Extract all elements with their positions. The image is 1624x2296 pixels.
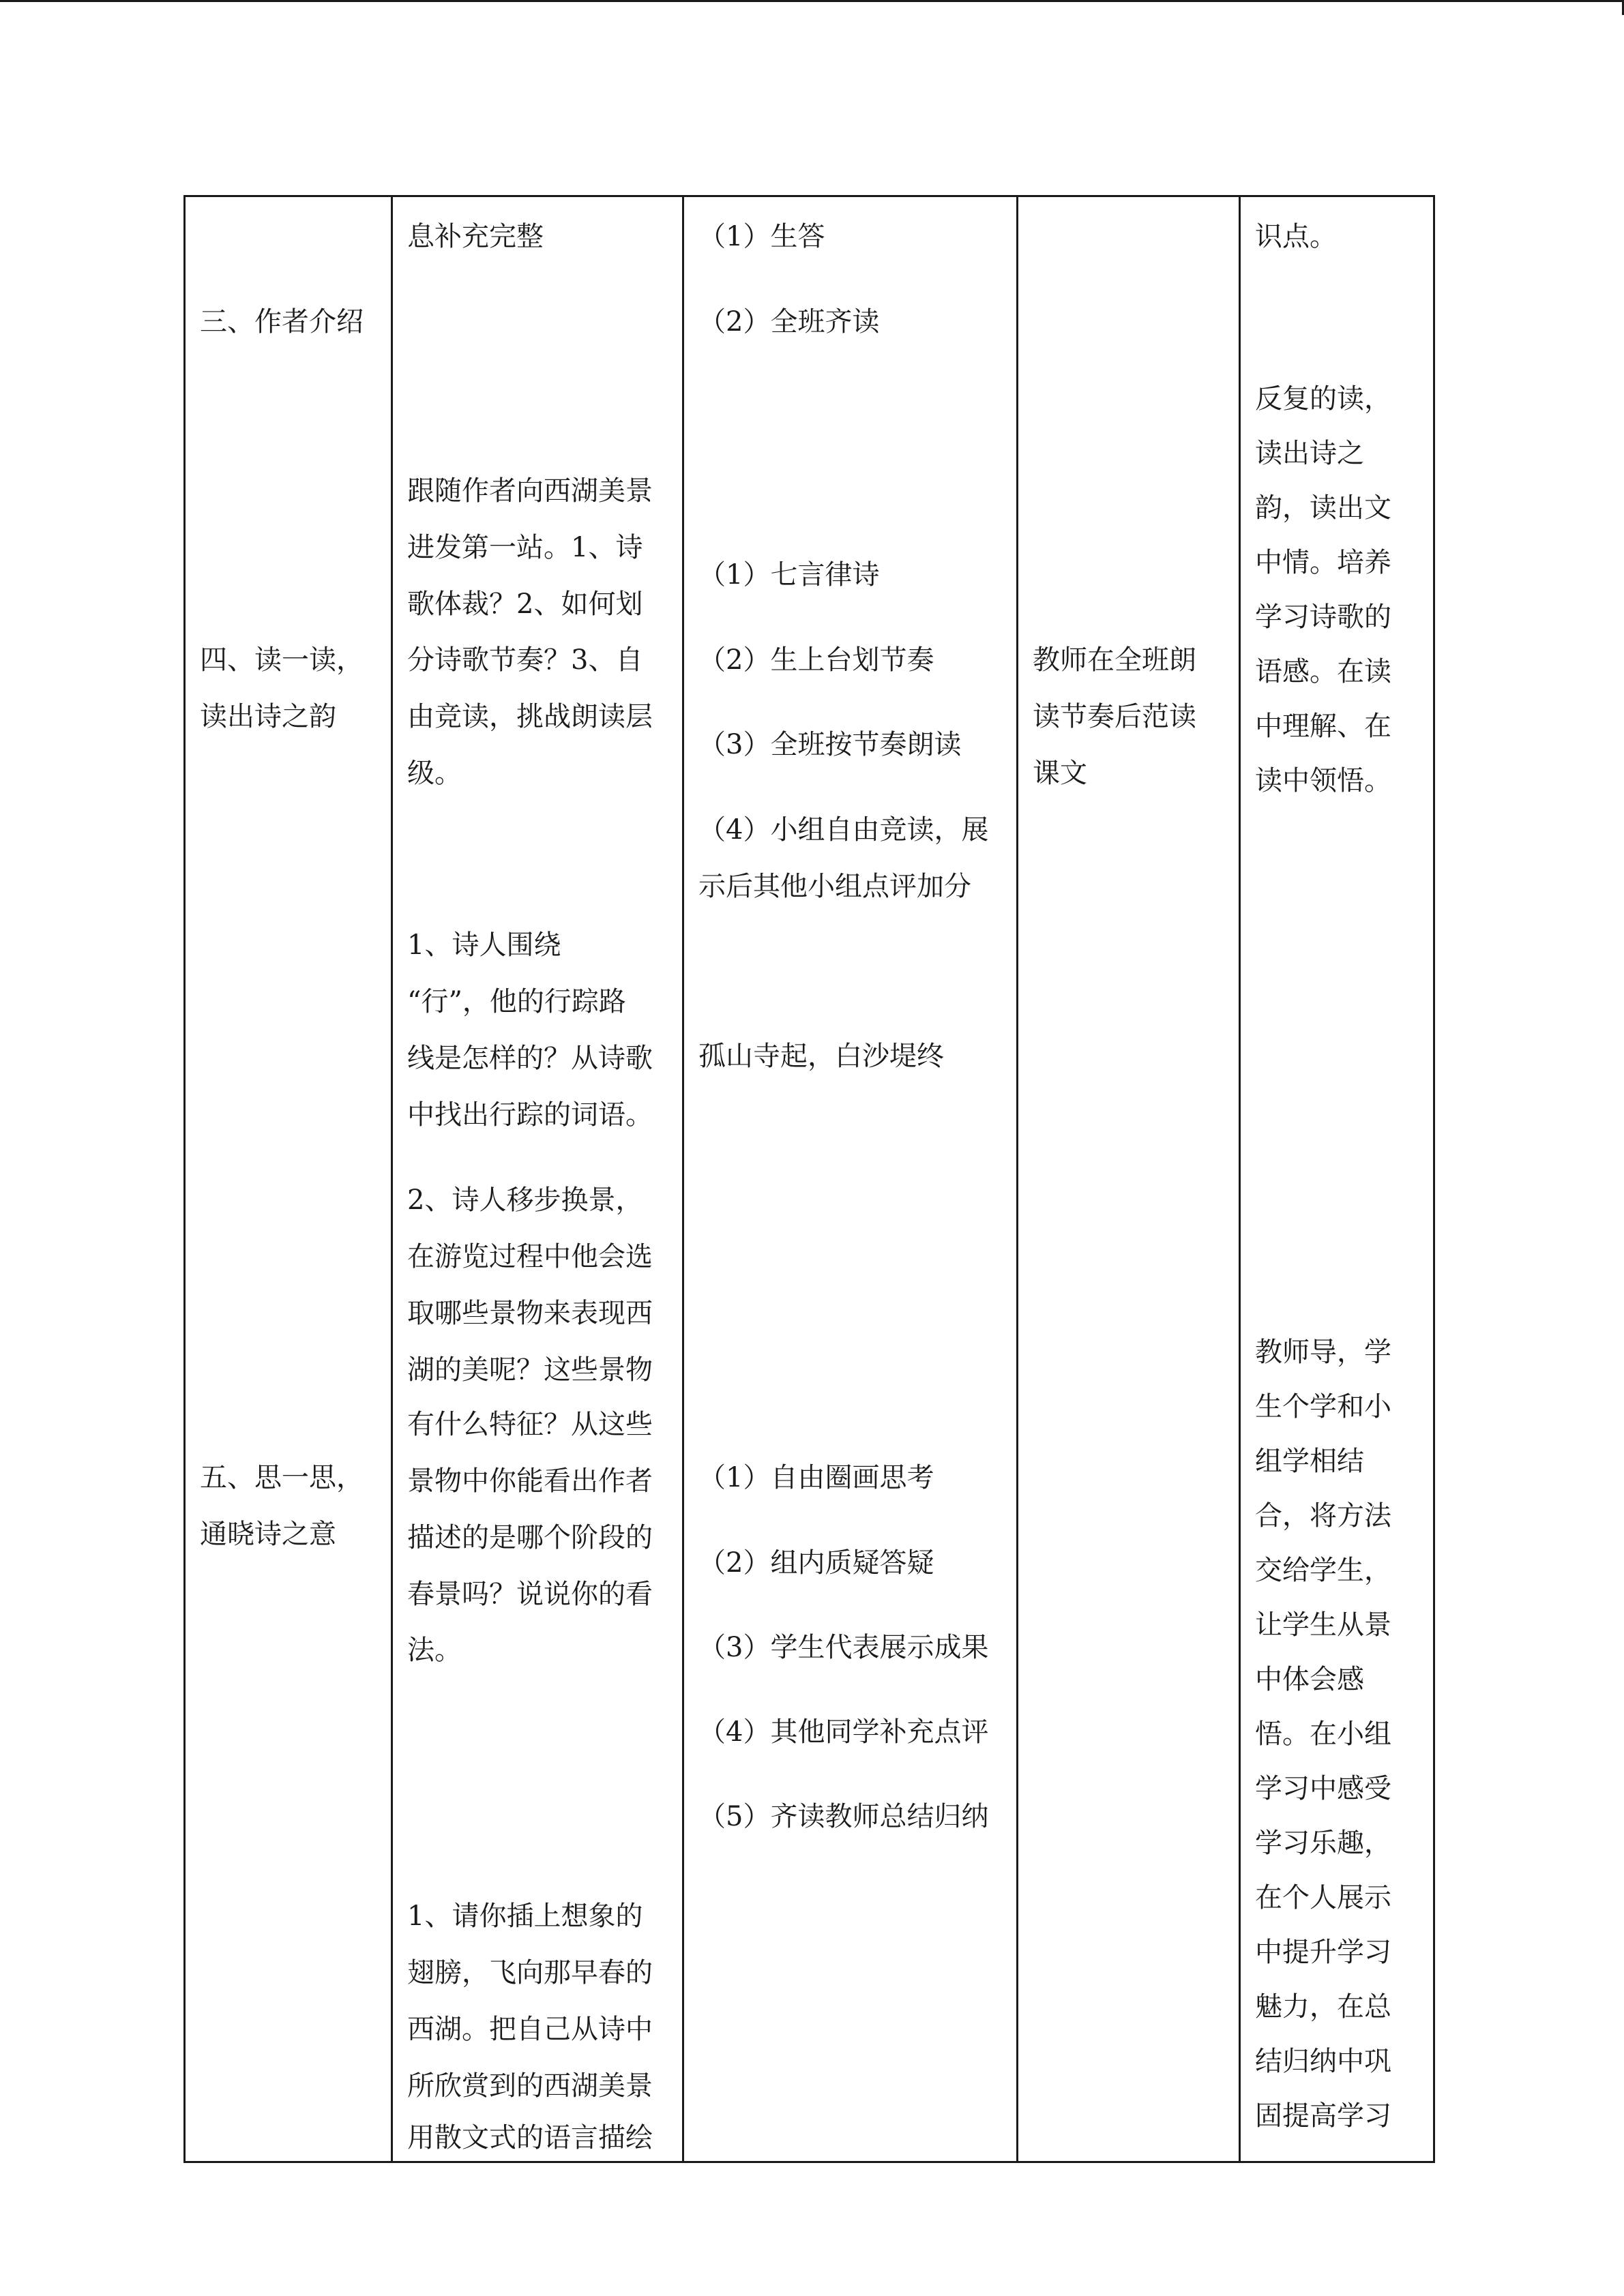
teacher-activity-line: 中找出行踪的词语。 bbox=[407, 1099, 653, 1131]
teacher-activity-line: 在游览过程中他会选 bbox=[407, 1241, 653, 1272]
design-intent-line: 魅力，在总 bbox=[1255, 1991, 1391, 2023]
teacher-activity-line: 有什么特征？从这些 bbox=[407, 1409, 653, 1440]
page-top-border bbox=[0, 0, 1624, 2]
teacher-activity-line: 2、诗人移步换景， bbox=[407, 1184, 643, 1216]
design-intent-line: 学习乐趣， bbox=[1255, 1828, 1391, 1859]
teacher-activity-line: 1、请你插上想象的 bbox=[407, 1900, 643, 1932]
student-activity-line: （2）全班齐读 bbox=[698, 306, 880, 338]
design-intent-line: 读中领悟。 bbox=[1255, 765, 1391, 796]
design-intent-line: 让学生从景 bbox=[1255, 1609, 1391, 1641]
design-intent-line: 读出诗之 bbox=[1255, 438, 1364, 469]
design-intent-line: 交给学生， bbox=[1255, 1555, 1391, 1586]
column-divider-1 bbox=[391, 195, 393, 2163]
teacher-activity-line: 歌体裁？2、如何划 bbox=[407, 588, 643, 620]
design-intent-line: 中体会感 bbox=[1255, 1664, 1364, 1695]
student-activity-line: （2）组内质疑答疑 bbox=[698, 1547, 934, 1579]
teacher-activity-line: 描述的是哪个阶段的 bbox=[407, 1522, 653, 1553]
teacher-activity-line: 法。 bbox=[407, 1635, 462, 1666]
student-activity-line: （2）生上台划节奏 bbox=[698, 644, 934, 676]
teacher-activity-line: 进发第一站。1、诗 bbox=[407, 532, 643, 563]
teacher-activity-line: 1、诗人围绕 bbox=[407, 929, 561, 961]
student-activity-line: （4）其他同学补充点评 bbox=[698, 1716, 989, 1748]
design-intent-line: 中提升学习 bbox=[1255, 1937, 1391, 1968]
column-divider-2 bbox=[682, 195, 684, 2163]
teacher-activity-line: 线是怎样的？从诗歌 bbox=[407, 1043, 653, 1074]
teacher-activity-line: 景物中你能看出作者 bbox=[407, 1465, 653, 1497]
column-divider-3 bbox=[1016, 195, 1018, 2163]
teacher-note-line: 教师在全班朗 bbox=[1033, 644, 1196, 676]
student-activity-line: （4）小组自由竞读，展 bbox=[698, 814, 989, 846]
student-activity-line: （3）全班按节奏朗读 bbox=[698, 729, 962, 760]
design-intent-line: 学习中感受 bbox=[1255, 1773, 1391, 1804]
table-frame bbox=[183, 195, 1435, 2163]
design-intent-line: 固提高学习 bbox=[1255, 2100, 1391, 2132]
stage-think-title-line2: 通晓诗之意 bbox=[200, 1519, 336, 1550]
design-intent-line: 组学相结 bbox=[1255, 1446, 1364, 1477]
design-intent-line: 语感。在读 bbox=[1255, 656, 1391, 687]
teacher-activity-line: 所欣赏到的西湖美景 bbox=[407, 2070, 653, 2102]
teacher-activity-line: 西湖。把自己从诗中 bbox=[407, 2014, 653, 2045]
student-activity-line: （3）学生代表展示成果 bbox=[698, 1632, 989, 1663]
stage-read-title-line2: 读出诗之韵 bbox=[200, 701, 336, 732]
teacher-activity-line: 级。 bbox=[407, 758, 462, 789]
teacher-note-line: 读节奏后范读 bbox=[1033, 701, 1196, 732]
teacher-activity-line: 息补充完整 bbox=[407, 221, 544, 252]
teacher-activity-line: 取哪些景物来表现西 bbox=[407, 1298, 653, 1329]
design-intent-line: 中理解、在 bbox=[1255, 711, 1391, 742]
design-intent-line: 生个学和小 bbox=[1255, 1391, 1391, 1422]
student-activity-line: （1）自由圈画思考 bbox=[698, 1462, 934, 1493]
student-activity-line: （5）齐读教师总结归纳 bbox=[698, 1801, 989, 1832]
teacher-activity-line: 春景吗？说说你的看 bbox=[407, 1579, 653, 1610]
design-intent-line: 教师导，学 bbox=[1255, 1337, 1391, 1368]
design-intent-line: 韵，读出文 bbox=[1255, 492, 1391, 524]
student-activity-line: 示后其他小组点评加分 bbox=[698, 871, 971, 902]
design-intent-line: 中情。培养 bbox=[1255, 547, 1391, 578]
column-divider-4 bbox=[1239, 195, 1241, 2163]
student-activity-line: （1）生答 bbox=[698, 221, 825, 252]
design-intent-line: 识点。 bbox=[1255, 221, 1337, 252]
teacher-activity-line: 用散文式的语言描绘 bbox=[407, 2122, 653, 2153]
design-intent-line: 在个人展示 bbox=[1255, 1882, 1391, 1913]
teacher-activity-line: 分诗歌节奏？3、自 bbox=[407, 644, 643, 676]
stage-read-title-line1: 四、读一读， bbox=[200, 644, 364, 676]
design-intent-line: 反复的读， bbox=[1255, 383, 1391, 415]
design-intent-line: 合，将方法 bbox=[1255, 1500, 1391, 1532]
teacher-activity-line: 翅膀，飞向那早春的 bbox=[407, 1957, 653, 1988]
teacher-activity-line: 跟随作者向西湖美景 bbox=[407, 475, 653, 507]
design-intent-line: 学习诗歌的 bbox=[1255, 601, 1391, 633]
teacher-activity-line: 由竞读，挑战朗读层 bbox=[407, 701, 653, 732]
teacher-activity-line: 湖的美呢？这些景物 bbox=[407, 1354, 653, 1386]
student-activity-line: （1）七言律诗 bbox=[698, 559, 880, 591]
teacher-activity-line: “行”，他的行踪路 bbox=[407, 986, 626, 1017]
design-intent-line: 结归纳中巩 bbox=[1255, 2046, 1391, 2077]
stage-author-intro: 三、作者介绍 bbox=[200, 306, 364, 338]
student-activity-line: 孤山寺起，白沙堤终 bbox=[698, 1041, 944, 1072]
teacher-note-line: 课文 bbox=[1033, 758, 1087, 789]
design-intent-line: 悟。在小组 bbox=[1255, 1718, 1391, 1750]
stage-think-title-line1: 五、思一思， bbox=[200, 1462, 364, 1493]
